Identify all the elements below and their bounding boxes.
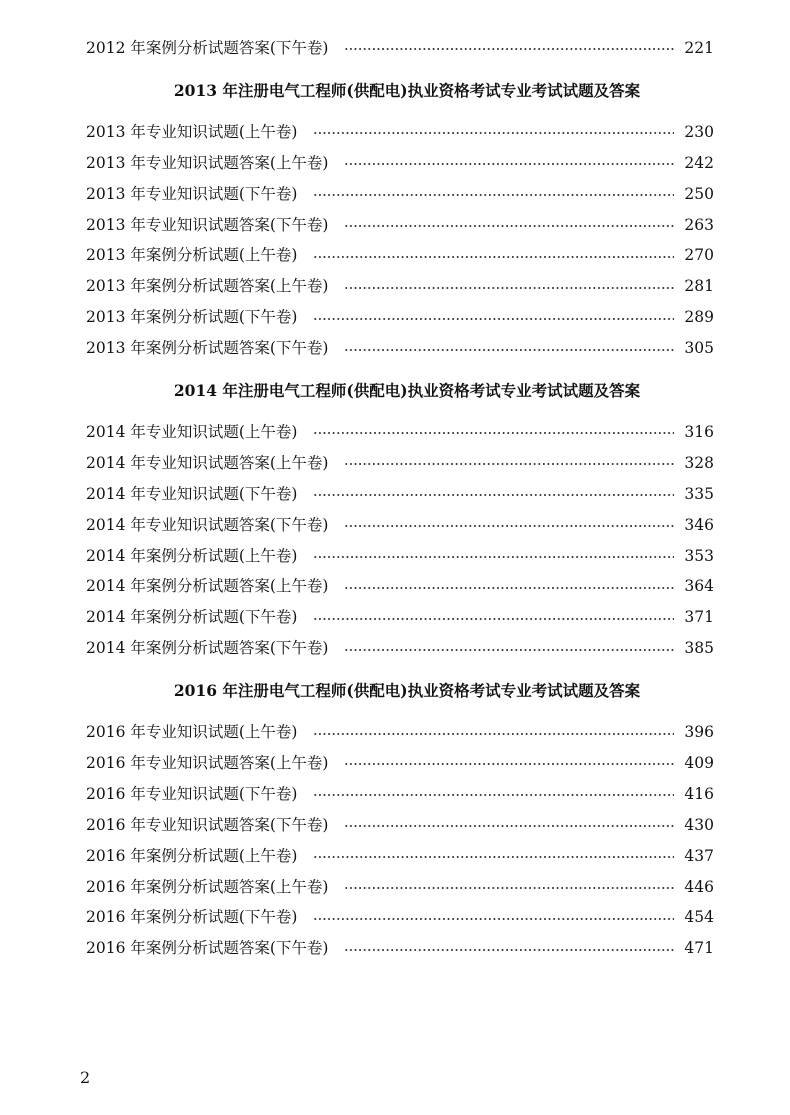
toc-entry[interactable] [86, 210, 714, 241]
toc-entry[interactable] [86, 417, 714, 448]
toc-entry-label: 2016 年案例分析试题(下午卷) [86, 908, 298, 927]
leader-dots [344, 824, 674, 828]
toc-entry[interactable] [86, 633, 714, 664]
toc-entry-page: 346 [684, 515, 714, 534]
toc-entry-label: 2014 年案例分析试题(下午卷) [86, 608, 298, 627]
toc-entry-page: 316 [684, 423, 714, 442]
toc-entry-page: 454 [684, 908, 714, 927]
toc-entry[interactable] [86, 748, 714, 779]
toc-entry-label: 2014 年案例分析试题答案(下午卷) [86, 639, 329, 658]
toc-entry-page: 305 [684, 339, 714, 358]
toc-entry[interactable] [86, 117, 714, 148]
toc-entry-page: 437 [684, 846, 714, 865]
toc-entry-page: 364 [684, 577, 714, 596]
toc-entry-page: 263 [684, 215, 714, 234]
toc-entry-page: 446 [684, 877, 714, 896]
toc-entry-page: 416 [684, 784, 714, 803]
leader-dots [313, 317, 674, 321]
toc-entry-label: 2012 年案例分析试题答案(下午卷) [86, 39, 329, 57]
toc-entry-label: 2013 年专业知识试题(上午卷) [86, 122, 298, 141]
toc-entry-label: 2013 年案例分析试题(下午卷) [86, 308, 298, 327]
toc-entry[interactable] [86, 810, 714, 841]
toc-entry-page: 335 [684, 484, 714, 503]
toc-entry-page: 385 [684, 639, 714, 658]
toc-entry-page: 409 [684, 754, 714, 773]
toc-entry[interactable] [86, 448, 714, 479]
leader-dots [344, 348, 674, 352]
toc-entry-label: 2016 年案例分析试题答案(下午卷) [86, 939, 329, 958]
toc-entry[interactable] [86, 148, 714, 179]
toc-entry[interactable] [86, 779, 714, 810]
toc-entry-label: 2014 年案例分析试题(上午卷) [86, 546, 298, 565]
leader-dots [344, 286, 674, 290]
toc-entry-label: 2016 年专业知识试题答案(下午卷) [86, 815, 329, 834]
toc-section-2013 [86, 74, 714, 364]
toc-entry[interactable] [86, 302, 714, 333]
leader-dots [313, 917, 674, 921]
toc-entry-label: 2016 年案例分析试题(上午卷) [86, 846, 298, 865]
leader-dots [313, 193, 674, 197]
leader-dots [344, 524, 674, 528]
leader-dots [344, 47, 674, 51]
leader-dots [344, 586, 674, 590]
toc-entry-label: 2013 年专业知识试题答案(上午卷) [86, 153, 329, 172]
toc-entry-page: 221 [684, 39, 714, 57]
toc-entry-label: 2013 年案例分析试题答案(下午卷) [86, 339, 329, 358]
toc-entry-page: 328 [684, 453, 714, 472]
toc-entry[interactable] [86, 240, 714, 271]
leader-dots [313, 131, 674, 135]
leader-dots [313, 431, 674, 435]
toc-entry[interactable] [86, 333, 714, 364]
toc-entry-label: 2013 年专业知识试题答案(下午卷) [86, 215, 329, 234]
section-heading: 2014 年注册电气工程师(供配电)执业资格考试专业考试试题及答案 [173, 381, 641, 401]
toc-entry-page: 289 [684, 308, 714, 327]
toc-entry[interactable] [86, 571, 714, 602]
toc-entry-page: 270 [684, 246, 714, 265]
toc-entry-label: 2016 年案例分析试题答案(上午卷) [86, 877, 329, 896]
toc-entry[interactable] [86, 479, 714, 510]
toc-entry[interactable] [86, 271, 714, 302]
toc-entry-label: 2014 年专业知识试题答案(下午卷) [86, 515, 329, 534]
leader-dots [313, 617, 674, 621]
leader-dots [313, 855, 674, 859]
leader-dots [344, 948, 674, 952]
toc-entry[interactable] [86, 841, 714, 872]
toc-entry-page: 396 [684, 723, 714, 742]
section-heading: 2016 年注册电气工程师(供配电)执业资格考试专业考试试题及答案 [173, 681, 641, 701]
section-heading: 2013 年注册电气工程师(供配电)执业资格考试专业考试试题及答案 [173, 80, 641, 100]
toc-entry[interactable] [86, 602, 714, 633]
toc-entry[interactable] [86, 33, 714, 64]
toc-entry[interactable] [86, 179, 714, 210]
toc-entry[interactable] [86, 541, 714, 572]
toc-entry-label: 2016 年专业知识试题(上午卷) [86, 723, 298, 742]
leader-dots [344, 762, 674, 766]
leader-dots [344, 162, 674, 166]
toc-entry-page: 242 [684, 153, 714, 172]
toc-entry-page: 281 [684, 277, 714, 296]
table-of-contents [86, 33, 714, 964]
toc-entry[interactable] [86, 902, 714, 933]
toc-entry[interactable] [86, 510, 714, 541]
toc-entry-label: 2016 年专业知识试题答案(上午卷) [86, 754, 329, 773]
toc-entry-page: 430 [684, 815, 714, 834]
leader-dots [313, 255, 674, 259]
leader-dots [344, 462, 674, 466]
leader-dots [313, 555, 674, 559]
toc-entry-page: 230 [684, 122, 714, 141]
leader-dots [313, 732, 674, 736]
toc-section-2016 [86, 674, 714, 964]
toc-entry-label: 2013 年专业知识试题(下午卷) [86, 184, 298, 203]
toc-entry-page: 250 [684, 184, 714, 203]
leader-dots [344, 224, 674, 228]
toc-entry-page: 371 [684, 608, 714, 627]
leader-dots [344, 648, 674, 652]
page-number: 2 [80, 1068, 91, 1087]
leader-dots [313, 493, 674, 497]
toc-entry-label: 2014 年专业知识试题(下午卷) [86, 484, 298, 503]
toc-entry[interactable] [86, 717, 714, 748]
toc-entry-label: 2013 年案例分析试题答案(上午卷) [86, 277, 329, 296]
toc-section-2014 [86, 374, 714, 664]
toc-entry[interactable] [86, 933, 714, 964]
toc-entry-page: 353 [684, 546, 714, 565]
leader-dots [344, 886, 674, 890]
toc-entry-page: 471 [684, 939, 714, 958]
leader-dots [313, 793, 674, 797]
toc-entry[interactable] [86, 872, 714, 903]
toc-entry-label: 2016 年专业知识试题(下午卷) [86, 784, 298, 803]
toc-entry-label: 2014 年案例分析试题答案(上午卷) [86, 577, 329, 596]
toc-entry-label: 2014 年专业知识试题答案(上午卷) [86, 453, 329, 472]
toc-entry-label: 2014 年专业知识试题(上午卷) [86, 423, 298, 442]
toc-entry-label: 2013 年案例分析试题(上午卷) [86, 246, 298, 265]
